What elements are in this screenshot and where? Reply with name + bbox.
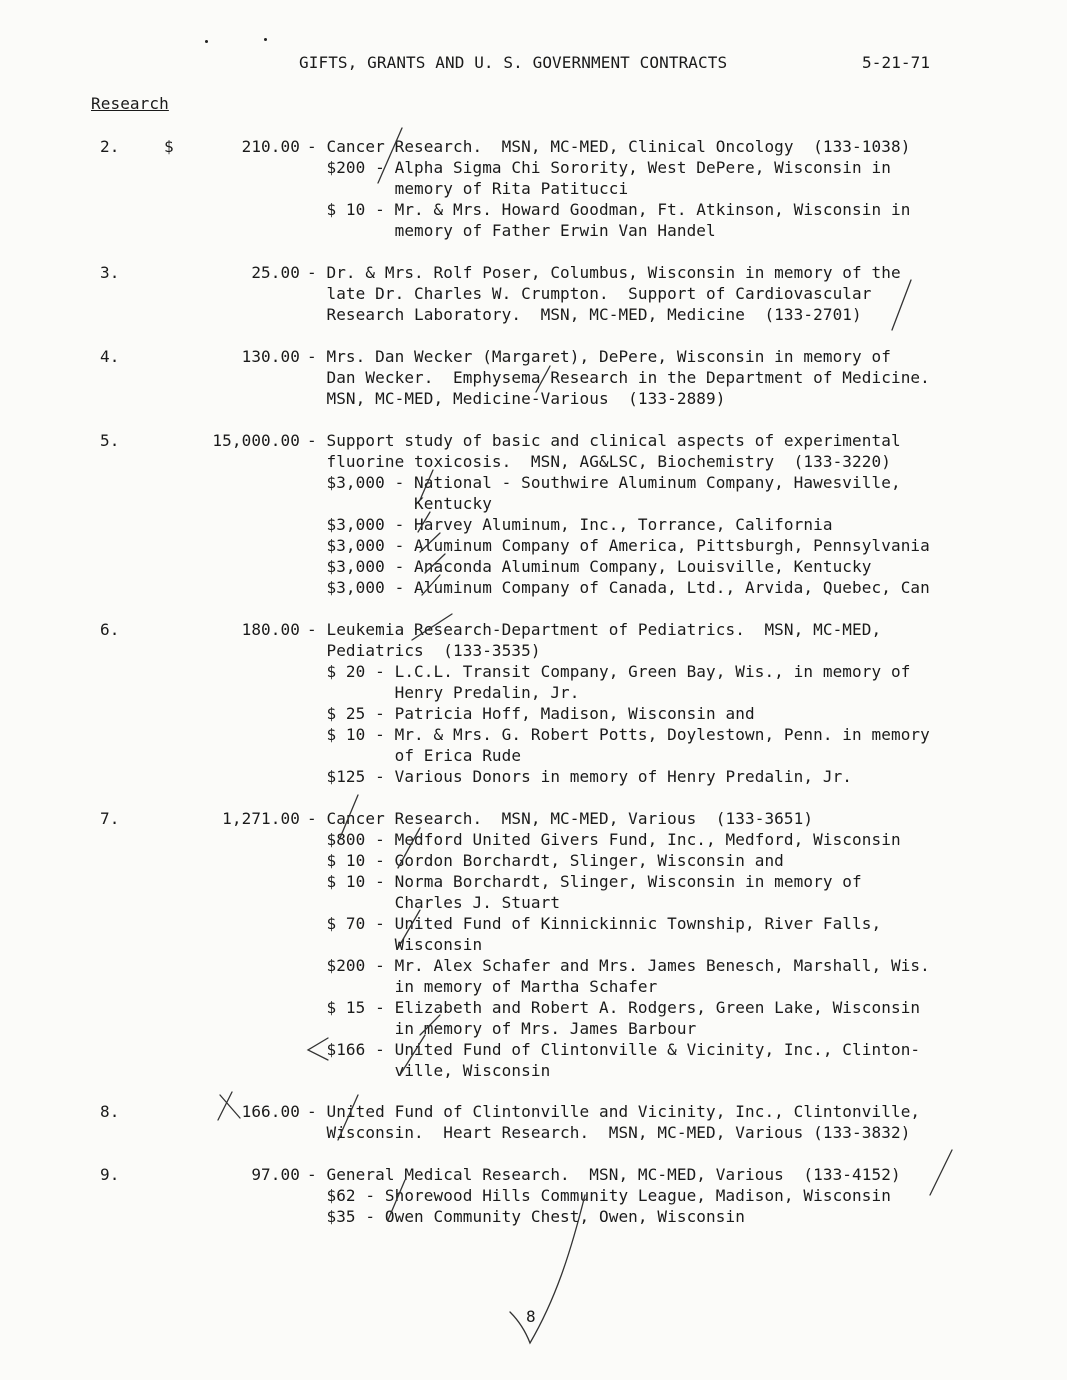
entry-number: 8. bbox=[100, 1102, 120, 1121]
entry-line: of Erica Rude bbox=[307, 746, 522, 765]
entry-line: $166 - United Fund of Clintonville & Vicinity, Inc., Clinton- bbox=[307, 1040, 921, 1059]
entry-number: 4. bbox=[100, 347, 120, 366]
entry-amount: 15,000.00 bbox=[212, 431, 300, 450]
entry-line: $200 - Mr. Alex Schafer and Mrs. James Benesch, Marshall, Wis. bbox=[307, 956, 930, 975]
entry-line: Kentucky bbox=[307, 494, 492, 513]
entry-line: $3,000 - National - Southwire Aluminum Company, Hawesville, bbox=[307, 473, 901, 492]
entry-line: - General Medical Research. MSN, MC-MED, Various (133-4152) bbox=[307, 1165, 901, 1184]
entry-line: Henry Predalin, Jr. bbox=[307, 683, 580, 702]
entry-amount: 130.00 bbox=[241, 347, 300, 366]
entry-line: $200 - Alpha Sigma Chi Sorority, West DePere, Wisconsin in bbox=[307, 158, 891, 177]
entry-amount: 25.00 bbox=[251, 263, 300, 282]
entry-line: $ 10 - Gordon Borchardt, Slinger, Wisconsin and bbox=[307, 851, 784, 870]
currency-symbol: $ bbox=[164, 137, 174, 156]
document-title: GIFTS, GRANTS AND U. S. GOVERNMENT CONTRACTS bbox=[299, 53, 728, 72]
entry-line: memory of Rita Patitucci bbox=[307, 179, 629, 198]
entry-line: $125 - Various Donors in memory of Henry Predalin, Jr. bbox=[307, 767, 853, 786]
entry-line: Wisconsin bbox=[307, 935, 483, 954]
entry-line: - Dr. & Mrs. Rolf Poser, Columbus, Wisconsin in memory of the bbox=[307, 263, 901, 282]
entry-line: - Support study of basic and clinical aspects of experimental bbox=[307, 431, 901, 450]
entry-line: $ 15 - Elizabeth and Robert A. Rodgers, Green Lake, Wisconsin bbox=[307, 998, 921, 1017]
entry-line: - Cancer Research. MSN, MC-MED, Clinical Oncology (133-1038) bbox=[307, 137, 911, 156]
entry-line: - United Fund of Clintonville and Vicinity, Inc., Clintonville, bbox=[307, 1102, 921, 1121]
entry-line: late Dr. Charles W. Crumpton. Support of Cardiovascular bbox=[307, 284, 872, 303]
entry-line: $62 - Shorewood Hills Community League, Madison, Wisconsin bbox=[307, 1186, 891, 1205]
entry-number: 2. bbox=[100, 137, 120, 156]
entry-line: $800 - Medford United Givers Fund, Inc., Medford, Wisconsin bbox=[307, 830, 901, 849]
entry-line: $3,000 - Harvey Aluminum, Inc., Torrance, California bbox=[307, 515, 833, 534]
entry-line: - Leukemia Research-Department of Pediatrics. MSN, MC-MED, bbox=[307, 620, 882, 639]
entry-line: $3,000 - Anaconda Aluminum Company, Louisville, Kentucky bbox=[307, 557, 872, 576]
entry-amount: 97.00 bbox=[251, 1165, 300, 1184]
entry-line: $3,000 - Aluminum Company of Canada, Ltd., Arvida, Quebec, Can bbox=[307, 578, 930, 597]
tick-mark bbox=[930, 1150, 952, 1195]
entry-line: memory of Father Erwin Van Handel bbox=[307, 221, 716, 240]
scan-speck bbox=[264, 38, 267, 41]
entry-number: 5. bbox=[100, 431, 120, 450]
page-number: 8 bbox=[526, 1307, 536, 1326]
entry-line: $ 10 - Norma Borchardt, Slinger, Wisconsin in memory of bbox=[307, 872, 862, 891]
entry-line: fluorine toxicosis. MSN, AG&LSC, Biochemistry (133-3220) bbox=[307, 452, 891, 471]
entry-amount: 210.00 bbox=[241, 137, 300, 156]
entry-line: MSN, MC-MED, Medicine-Various (133-2889) bbox=[307, 389, 726, 408]
entry-line: Pediatrics (133-3535) bbox=[307, 641, 541, 660]
entry-amount: 1,271.00 bbox=[222, 809, 300, 828]
entry-line: $35 - Owen Community Chest, Owen, Wisconsin bbox=[307, 1207, 745, 1226]
tick-mark bbox=[892, 280, 911, 330]
entry-number: 3. bbox=[100, 263, 120, 282]
section-heading: Research bbox=[91, 94, 169, 113]
entry-line: - Cancer Research. MSN, MC-MED, Various (133-3651) bbox=[307, 809, 814, 828]
scan-speck bbox=[205, 40, 208, 43]
entry-number: 6. bbox=[100, 620, 120, 639]
entry-line: Charles J. Stuart bbox=[307, 893, 561, 912]
entry-line: - Mrs. Dan Wecker (Margaret), DePere, Wisconsin in memory of bbox=[307, 347, 891, 366]
entry-line: $ 25 - Patricia Hoff, Madison, Wisconsin and bbox=[307, 704, 755, 723]
entry-line: $ 10 - Mr. & Mrs. Howard Goodman, Ft. Atkinson, Wisconsin in bbox=[307, 200, 911, 219]
entry-line: $ 10 - Mr. & Mrs. G. Robert Potts, Doylestown, Penn. in memory bbox=[307, 725, 930, 744]
entry-line: $ 20 - L.C.L. Transit Company, Green Bay, Wis., in memory of bbox=[307, 662, 911, 681]
document-date: 5-21-71 bbox=[862, 53, 931, 72]
entry-amount: 166.00 bbox=[241, 1102, 300, 1121]
entry-line: ville, Wisconsin bbox=[307, 1061, 551, 1080]
entry-amount: 180.00 bbox=[241, 620, 300, 639]
entry-line: in memory of Mrs. James Barbour bbox=[307, 1019, 697, 1038]
entry-line: Wisconsin. Heart Research. MSN, MC-MED, Various (133-3832) bbox=[307, 1123, 911, 1142]
entry-number: 9. bbox=[100, 1165, 120, 1184]
entry-line: Dan Wecker. Emphysema Research in the Department of Medicine. bbox=[307, 368, 930, 387]
entry-line: Research Laboratory. MSN, MC-MED, Medicine (133-2701) bbox=[307, 305, 862, 324]
entry-line: $ 70 - United Fund of Kinnickinnic Township, River Falls, bbox=[307, 914, 882, 933]
entry-line: in memory of Martha Schafer bbox=[307, 977, 658, 996]
entry-number: 7. bbox=[100, 809, 120, 828]
entry-line: $3,000 - Aluminum Company of America, Pittsburgh, Pennsylvania bbox=[307, 536, 930, 555]
